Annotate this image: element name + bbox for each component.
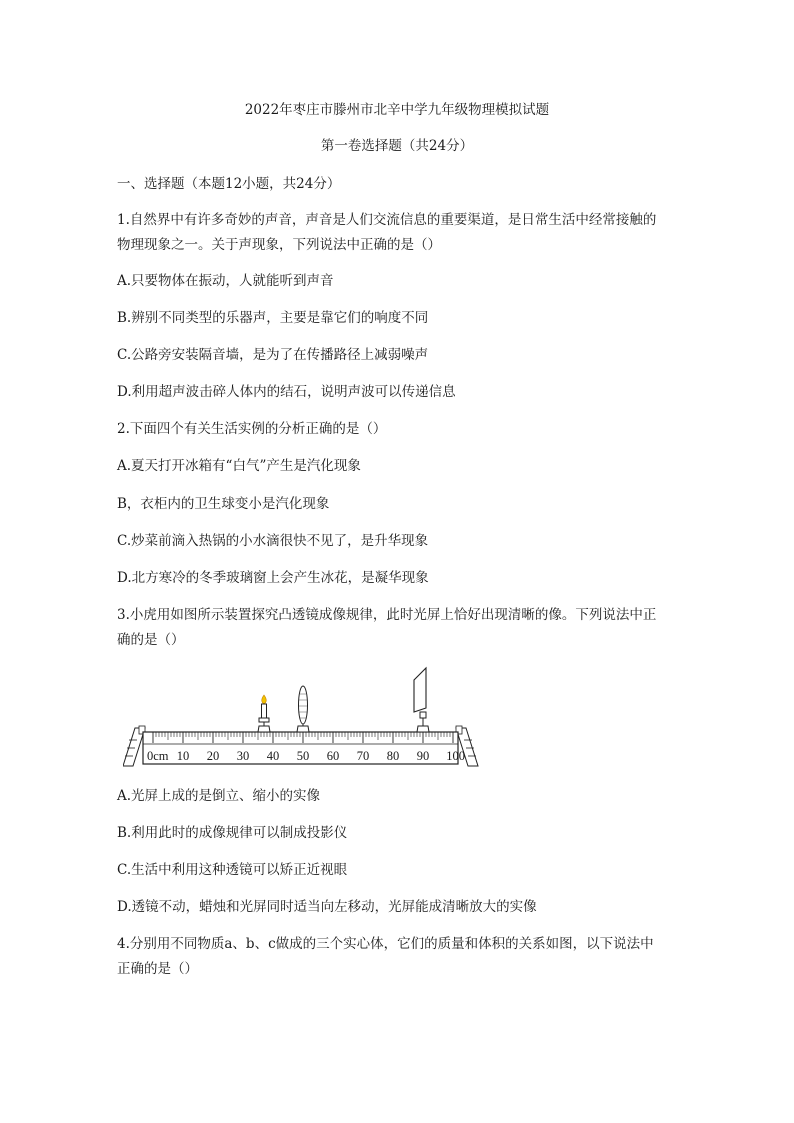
bench-tick-label: 20 [206, 749, 220, 763]
question-4-stem-line-2: 正确的是（） [117, 961, 198, 977]
optical-bench-diagram [123, 660, 483, 772]
question-3-stem-line-2: 确的是（） [117, 632, 185, 648]
question-1-option-c: C.公路旁安装隔音墙，是为了在传播路径上减弱噪声 [117, 347, 429, 363]
bench-tick-label: 80 [386, 749, 400, 763]
question-2-option-d: D.北方寒冷的冬季玻璃窗上会产生冰花，是凝华现象 [117, 570, 429, 586]
question-2-option-b: B，衣柜内的卫生球变小是汽化现象 [117, 496, 330, 512]
bench-tick-label: 50 [296, 749, 310, 763]
bench-tick-label: 90 [416, 749, 430, 763]
bench-unit-label: 0cm [147, 749, 169, 763]
section-title: 第一卷选择题（共24分） [320, 138, 474, 154]
question-1-option-d: D.利用超声波击碎人体内的结石，说明声波可以传递信息 [117, 384, 456, 400]
question-2-option-c: C.炒菜前滴入热锅的小水滴很快不见了，是升华现象 [117, 533, 429, 549]
question-1-stem-line-1: 1.自然界中有许多奇妙的声音，声音是人们交流信息的重要渠道，是日常生活中经常接触的 [117, 212, 657, 228]
part-heading: 一、选择题（本题12小题，共24分） [117, 176, 341, 192]
light-screen [414, 668, 429, 732]
page-title: 2022年枣庄市滕州市北辛中学九年级物理模拟试题 [244, 102, 550, 118]
question-3-option-b: B.利用此时的成像规律可以制成投影仪 [117, 825, 348, 841]
question-1-stem-line-2: 物理现象之一。关于声现象，下列说法中正确的是（） [117, 237, 441, 253]
bench-tick-label: 100 [446, 749, 465, 763]
question-3-option-d: D.透镜不动，蜡烛和光屏同时适当向左移动，光屏能成清晰放大的实像 [117, 899, 537, 915]
bench-tick-label: 10 [176, 749, 190, 763]
candle [258, 695, 270, 732]
question-3-option-c: C.生活中利用这种透镜可以矫正近视眼 [117, 862, 348, 878]
bench-tick-label: 60 [326, 749, 340, 763]
question-3-stem-line-1: 3.小虎用如图所示装置探究凸透镜成像规律，此时光屏上恰好出现清晰的像。下列说法中正 [117, 607, 657, 623]
bench-tick-label: 40 [266, 749, 280, 763]
question-1-option-a: A.只要物体在振动，人就能听到声音 [117, 273, 334, 289]
question-3-option-a: A.光屏上成的是倒立、缩小的实像 [117, 788, 321, 804]
question-4-stem-line-1: 4.分别用不同物质a、b、c做成的三个实心体，它们的质量和体积的关系如图，以下说法中 [117, 936, 654, 952]
bench-tick-label: 30 [236, 749, 250, 763]
bench-tick-label: 70 [356, 749, 370, 763]
question-2-option-a: A.夏天打开冰箱有“白气”产生是汽化现象 [117, 458, 361, 474]
convex-lens [297, 686, 309, 732]
question-1-option-b: B.辨别不同类型的乐器声，主要是靠它们的响度不同 [117, 310, 429, 326]
question-2-stem-line-1: 2.下面四个有关生活实例的分析正确的是（） [117, 421, 387, 437]
